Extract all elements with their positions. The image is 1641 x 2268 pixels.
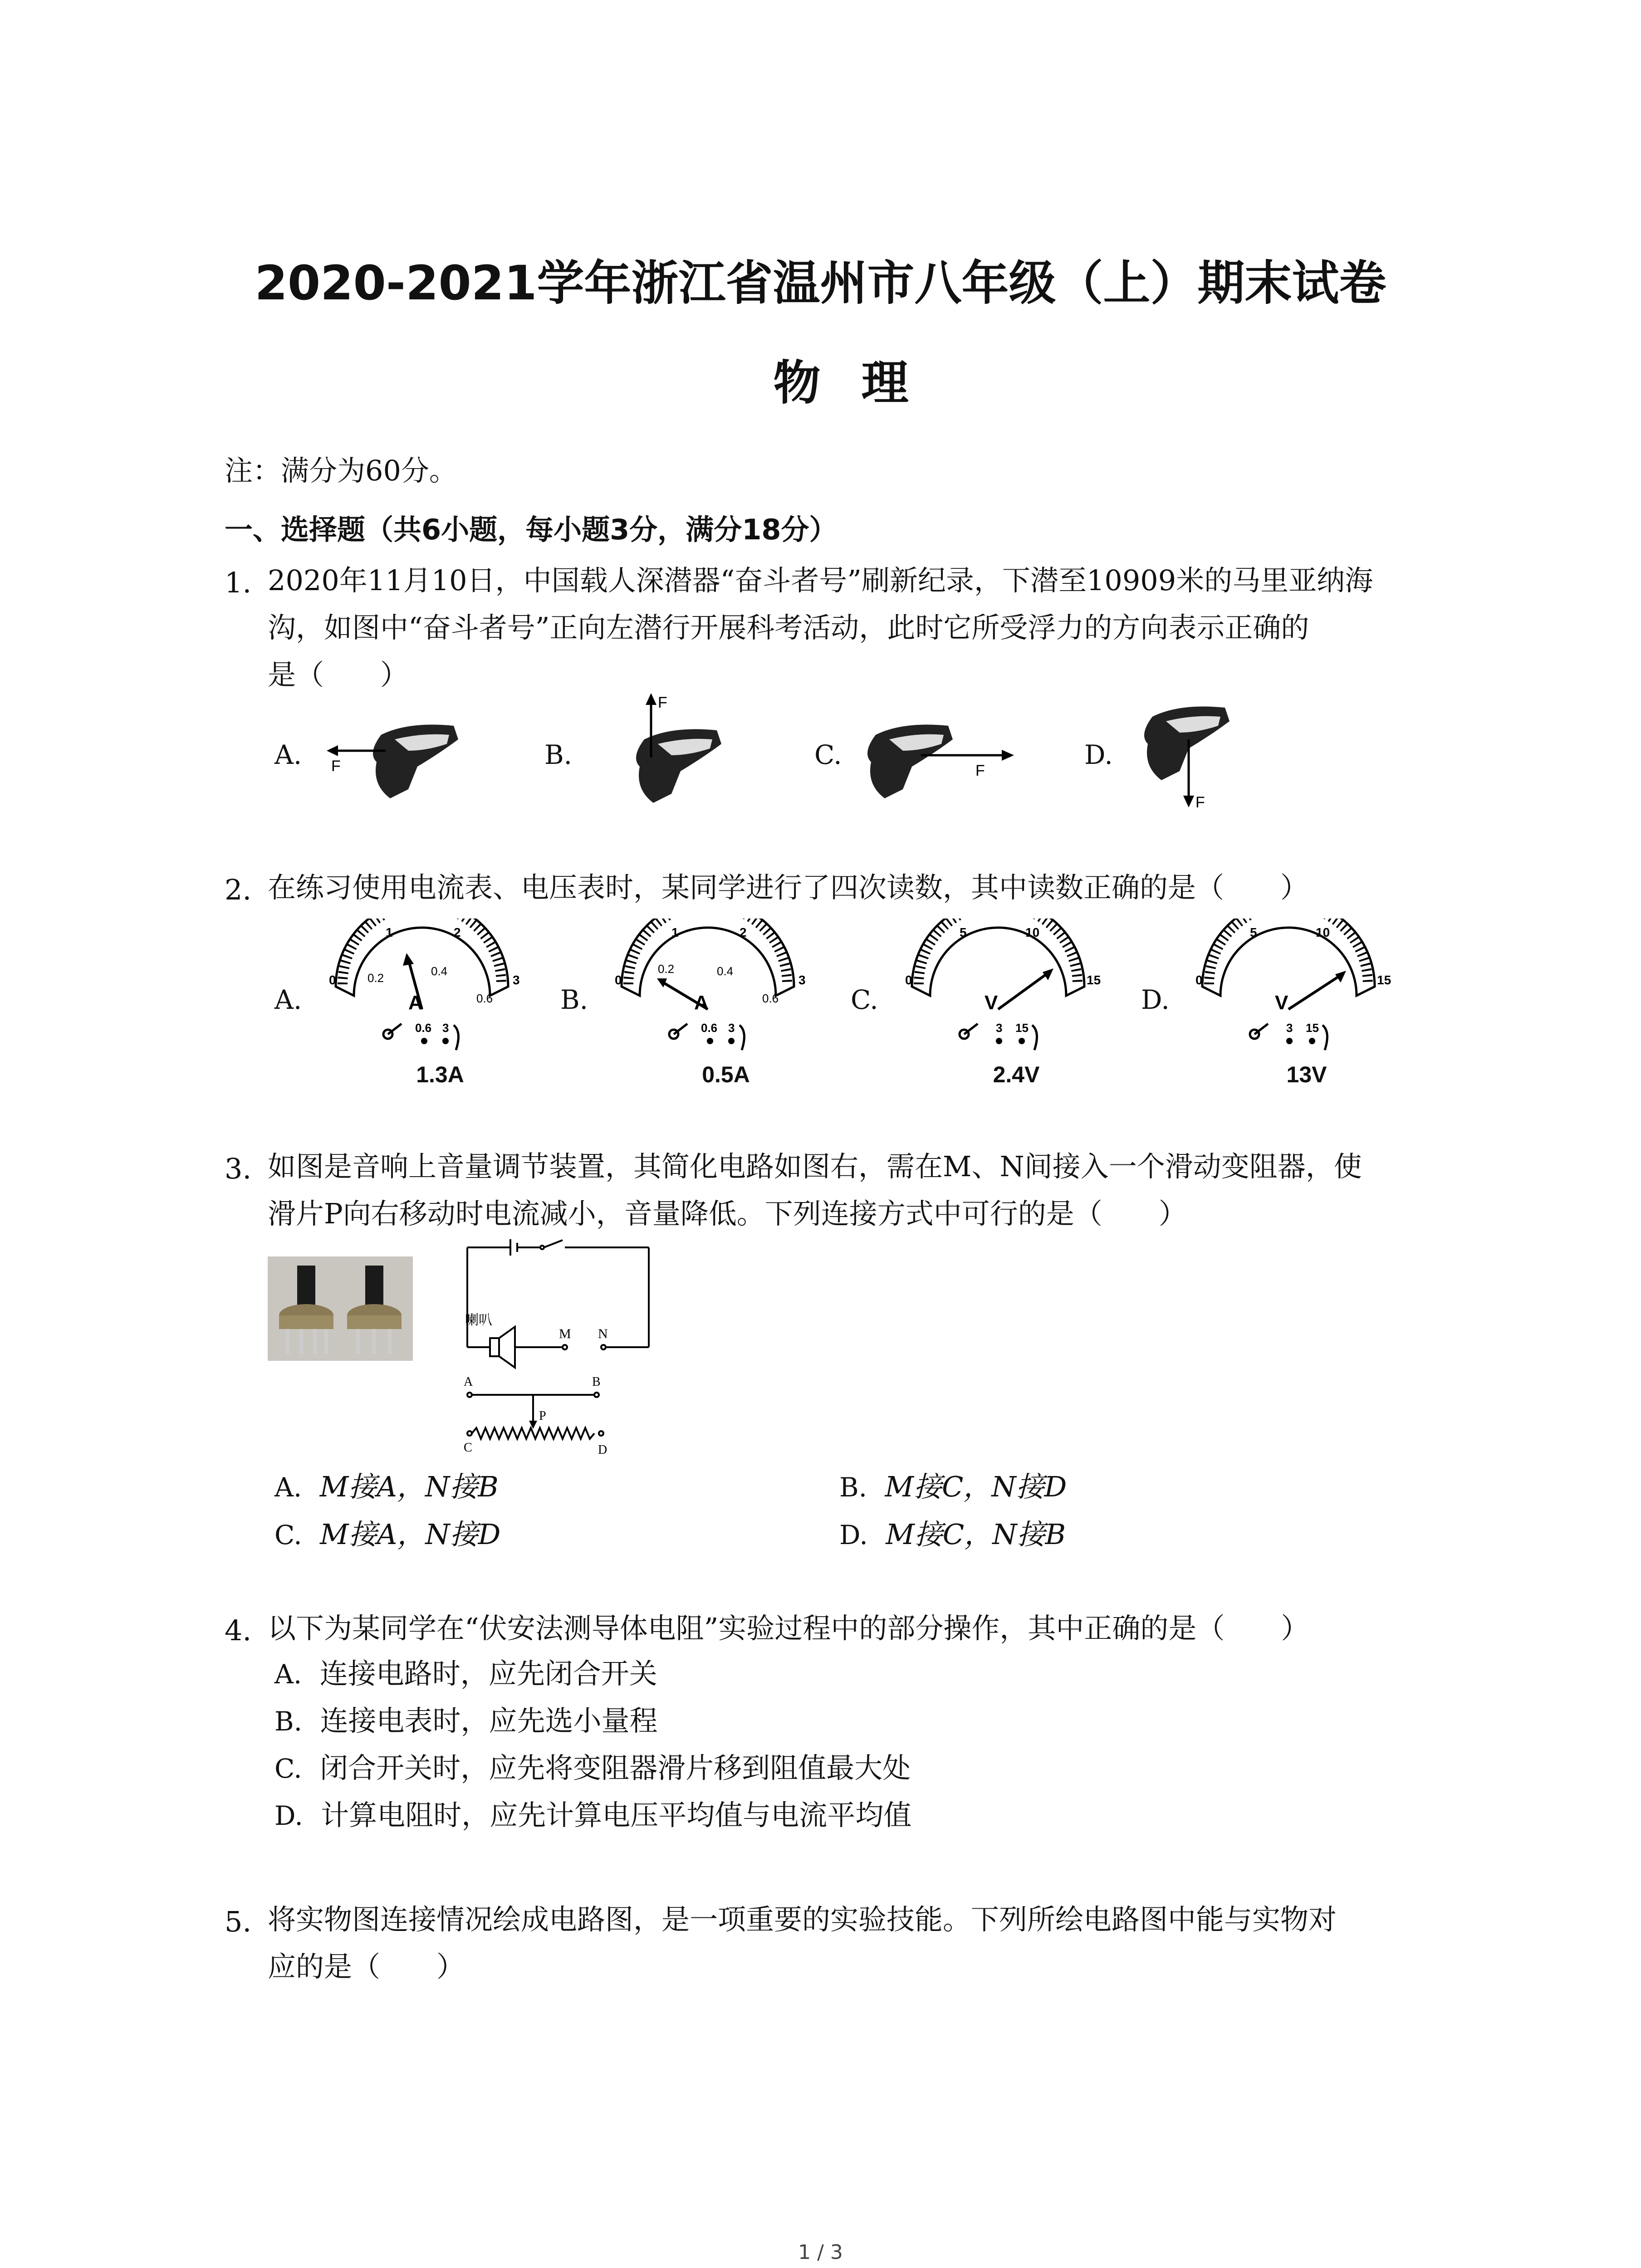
volume-circuit-diagram — [454, 1234, 662, 1470]
question-number-1: 1. — [225, 566, 252, 599]
page-title: 2020-2021学年浙江省温州市八年级（上）期末试卷 — [255, 255, 1386, 311]
q4-option-c: C. 闭合开关时，应先将变阻器滑片移到阻值最大处 — [274, 1751, 911, 1784]
potentiometer-photo — [268, 1256, 413, 1361]
meter-a-reading: 1.3A — [416, 1062, 464, 1087]
svg-text:0: 0 — [1195, 973, 1203, 987]
voltmeter-c — [894, 919, 1102, 1064]
q1-option-a-letter: A. — [274, 739, 302, 770]
speaker-label: 喇叭 — [465, 1312, 492, 1328]
q3-option-d: D. M接C，N接B — [839, 1518, 1066, 1551]
question-1-text: 2020年11月10日，中国载人深潜器“奋斗者号”刷新纪录，下潜至10909米的马里亚纳海 沟，如图中“奋斗者号”正向左潜行开展科考活动，此时它所受浮力的方向表示正确的 是（ ） — [268, 564, 1373, 691]
meter-b-reading: 0.5A — [702, 1062, 750, 1087]
label-b: B — [592, 1375, 601, 1389]
score-note: 注：满分为60分。 — [225, 454, 457, 487]
q3-option-b: B. M接C，N接D — [839, 1470, 1067, 1503]
svg-text:1: 1 — [671, 925, 679, 939]
svg-text:3: 3 — [1286, 1021, 1293, 1035]
ammeter-a — [318, 919, 526, 1064]
svg-text:0.6: 0.6 — [762, 992, 779, 1005]
ammeter-b — [603, 919, 812, 1064]
q4-option-a: A. 连接电路时，应先闭合开关 — [274, 1657, 657, 1690]
svg-text:5: 5 — [960, 925, 967, 939]
svg-text:0: 0 — [615, 973, 622, 987]
svg-text:3: 3 — [728, 1021, 735, 1035]
svg-text:15: 15 — [1087, 973, 1101, 987]
q4-option-d: D. 计算电阻时，应先计算电压平均值与电流平均值 — [274, 1799, 912, 1832]
question-4-text: 以下为某同学在“伏安法测导体电阻”实验过程中的部分操作，其中正确的是（ ） — [268, 1612, 1309, 1645]
q1-option-b-figure — [590, 689, 753, 816]
question-number-3: 3. — [225, 1152, 252, 1185]
question-number-5: 5. — [225, 1905, 252, 1938]
svg-text:0.4: 0.4 — [717, 964, 734, 978]
svg-text:2: 2 — [454, 925, 461, 939]
svg-text:A: A — [408, 992, 423, 1014]
label-n: N — [598, 1326, 608, 1341]
q1-option-d-letter: D. — [1084, 739, 1113, 770]
svg-text:10: 10 — [1025, 925, 1040, 939]
svg-text:15: 15 — [1306, 1021, 1319, 1035]
question-2-text: 在练习使用电流表、电压表时，某同学进行了四次读数，其中读数正确的是（ ） — [268, 871, 1309, 904]
section-heading: 一、选择题（共6小题，每小题3分，满分18分） — [225, 513, 838, 546]
question-number-4: 4. — [225, 1614, 252, 1647]
q2-option-d-letter: D. — [1141, 984, 1170, 1015]
svg-text:10: 10 — [1316, 925, 1330, 939]
q3-option-a: A. M接A，N接B — [274, 1470, 499, 1503]
q4-option-b: B. 连接电表时，应先选小量程 — [274, 1704, 658, 1737]
svg-text:V: V — [1275, 992, 1288, 1014]
svg-text:0: 0 — [329, 973, 336, 987]
q1-option-c-letter: C. — [814, 739, 842, 770]
q1-option-c-figure — [857, 708, 1030, 816]
q1-option-d-figure — [1125, 699, 1279, 835]
svg-text:V: V — [985, 992, 998, 1014]
svg-text:F: F — [658, 694, 667, 711]
svg-text:3: 3 — [996, 1021, 1003, 1035]
q1-option-b-letter: B. — [544, 739, 573, 770]
svg-text:0.6: 0.6 — [476, 992, 493, 1005]
q3-option-c: C. M接A，N接D — [274, 1518, 501, 1551]
q2-option-a-letter: A. — [274, 984, 302, 1015]
svg-text:3: 3 — [513, 973, 520, 987]
svg-text:15: 15 — [1015, 1021, 1029, 1035]
label-c: C — [464, 1441, 472, 1455]
svg-text:F: F — [1195, 794, 1205, 811]
svg-text:5: 5 — [1250, 925, 1257, 939]
q2-option-b-letter: B. — [560, 984, 588, 1015]
meter-c-reading: 2.4V — [993, 1062, 1040, 1087]
q1-option-a-figure — [318, 708, 481, 816]
question-3-text: 如图是音响上音量调节装置，其简化电路如图右，需在M、N间接入一个滑动变阻器，使 滑片P向右移动时电流减小，音量降低。下列连接方式中可行的是（ ） — [268, 1150, 1362, 1230]
svg-text:3: 3 — [798, 973, 806, 987]
svg-text:0.2: 0.2 — [658, 962, 675, 976]
label-d: D — [598, 1443, 607, 1457]
svg-text:0.6: 0.6 — [415, 1021, 432, 1035]
svg-text:0.6: 0.6 — [701, 1021, 718, 1035]
svg-text:1: 1 — [386, 925, 393, 939]
svg-text:3: 3 — [442, 1021, 449, 1035]
svg-text:A: A — [694, 992, 709, 1014]
meter-d-reading: 13V — [1286, 1062, 1327, 1087]
label-p: P — [539, 1409, 546, 1423]
svg-text:F: F — [331, 758, 341, 775]
subject-title: 物理 — [773, 355, 950, 411]
question-number-2: 2. — [225, 873, 252, 906]
label-a: A — [464, 1375, 473, 1389]
svg-text:0.2: 0.2 — [367, 971, 384, 985]
label-m: M — [559, 1326, 571, 1341]
q2-option-c-letter: C. — [851, 984, 878, 1015]
question-5-text: 将实物图连接情况绘成电路图，是一项重要的实验技能。下列所绘电路图中能与实物对 应的是（ ） — [268, 1903, 1337, 1983]
svg-text:F: F — [975, 762, 985, 779]
svg-text:2: 2 — [740, 925, 747, 939]
svg-text:15: 15 — [1377, 973, 1391, 987]
svg-text:0: 0 — [905, 973, 912, 987]
page-number: 1 / 3 — [798, 2241, 843, 2264]
svg-text:0.4: 0.4 — [431, 964, 448, 978]
voltmeter-d — [1184, 919, 1393, 1064]
